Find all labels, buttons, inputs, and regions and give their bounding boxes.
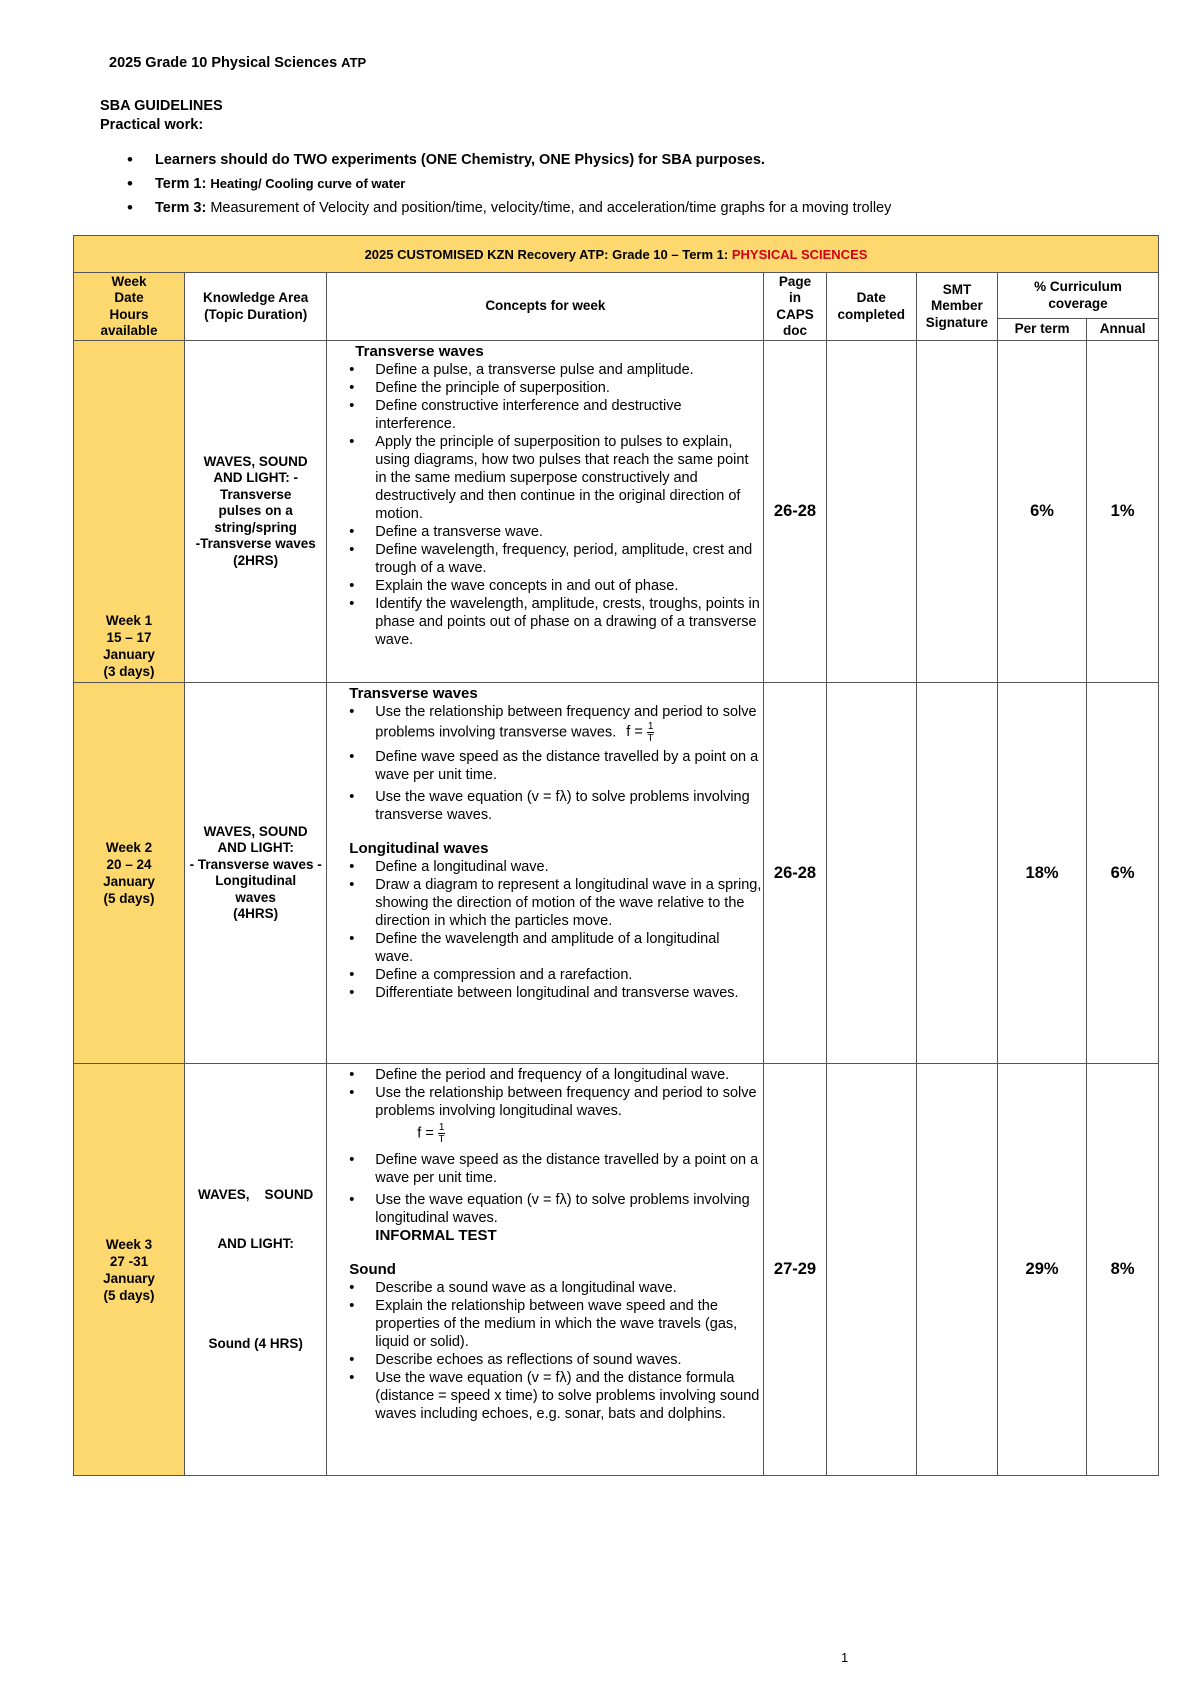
header-week-line: Hours (109, 306, 149, 322)
header-per-term: Per term (997, 319, 1086, 341)
concepts-cell (327, 1064, 764, 1476)
sba-heading: SBA GUIDELINES (100, 98, 223, 114)
week-line: January (103, 647, 155, 662)
concept-item: • Define wave speed as the distance travelled by a point on a wave per unit time. (349, 1151, 761, 1187)
page-ref: 27-29 (764, 1064, 826, 1476)
concept-item: • Describe echoes as reflections of sound waves. (349, 1351, 761, 1369)
per-term-value: 29% (997, 1064, 1086, 1476)
concept-item-text: • Use the wave equation (v = fλ) to solve problems involving longitudinal waves. (375, 1192, 750, 1226)
concept-item: • Differentiate between longitudinal and transverse waves. (349, 984, 761, 1002)
table-row (74, 683, 1159, 1064)
ka-line: (2HRS) (233, 552, 279, 568)
sba-bullet-text: Heating/ Cooling curve of water (210, 176, 406, 191)
table-caption (74, 236, 1159, 273)
ka-line: AND LIGHT: (217, 1236, 294, 1252)
header-week-line: Week (111, 273, 147, 289)
concept-list (349, 858, 761, 1002)
week-cell (74, 1064, 185, 1476)
formula-denominator: T (438, 1134, 445, 1145)
week-line: 20 – 24 (106, 857, 152, 872)
concepts-cell (327, 683, 764, 1064)
annual-value: 8% (1087, 1064, 1159, 1476)
header-ka-line: Knowledge Area (203, 290, 309, 305)
formula-fraction (647, 721, 655, 744)
week-line: Week 3 (105, 1236, 153, 1252)
concept-item: • Explain the wave concepts in and out of phase. (349, 577, 761, 595)
header-date-line: Date (856, 290, 886, 305)
concept-item: • Define wave speed as the distance travelled by a point on a wave per unit time. (349, 748, 761, 784)
formula-lhs: f = (417, 1125, 434, 1142)
concept-list (349, 1279, 761, 1423)
smt-signature-cell (916, 341, 997, 683)
date-completed-cell (826, 341, 916, 683)
header-knowledge-area (185, 273, 327, 341)
concept-item: • Use the wave equation (v = fλ) and the distance formula (distance = speed x time) to solve problems involving sound waves including echoes, e.g. sonar, bats and dolphins. (349, 1369, 761, 1423)
concept-item: • Define a longitudinal wave. (349, 858, 761, 876)
sba-bullet (127, 172, 891, 196)
ka-line: (4HRS) (233, 906, 279, 921)
document-title-text: 2025 Grade 10 Physical Sciences (109, 55, 338, 71)
header-ka-line: (Topic Duration) (204, 306, 308, 322)
concept-item-text: Use the relationship between frequency and period to solve problems involving transverse waves. (375, 704, 757, 741)
per-term-value: 6% (997, 341, 1086, 683)
table-caption-main: 2025 CUSTOMISED KZN Recovery ATP: Grade 10 – Term 1: (364, 246, 729, 262)
sba-bullet-text: Learners should do TWO experiments (ONE Chemistry, ONE Physics) for SBA purposes. (155, 152, 765, 168)
per-term-value: 18% (997, 683, 1086, 1064)
week-line: January (103, 874, 155, 889)
header-page-line: doc (782, 323, 807, 338)
document-title (109, 55, 366, 71)
header-smt-signature (916, 273, 997, 341)
header-week-line: available (100, 323, 158, 338)
smt-signature-cell (916, 1064, 997, 1476)
knowledge-area-cell (185, 1064, 327, 1476)
sba-bullet-label: Term 3: (155, 200, 207, 216)
header-week (74, 273, 185, 341)
concept-item: • Define a compression and a rarefaction. (349, 966, 761, 984)
header-concepts: Concepts for week (327, 273, 764, 341)
concept-item: • Define wavelength, frequency, period, amplitude, crest and trough of a wave. (349, 541, 761, 577)
concept-item: • Define a transverse wave. (349, 523, 761, 541)
concept-item: • Define the period and frequency of a longitudinal wave. (349, 1066, 761, 1084)
ka-line: Sound (4 HRS) (208, 1335, 303, 1351)
week-line: (3 days) (103, 664, 155, 679)
concept-list (349, 361, 761, 649)
table-row (74, 1064, 1159, 1476)
ka-line: WAVES, SOUND (198, 1186, 314, 1202)
knowledge-area-cell (185, 341, 327, 683)
concept-list (349, 703, 761, 824)
week-line: 15 – 17 (106, 630, 152, 645)
sba-bullet (127, 196, 891, 220)
formula-numerator: 1 (647, 721, 654, 732)
section-title: Sound (349, 1261, 396, 1278)
sba-bullet-label: Term 1: (155, 176, 207, 192)
concepts-cell (327, 341, 764, 683)
week-line: Week 2 (105, 840, 153, 855)
concept-item: • Define the principle of superposition. (349, 379, 761, 397)
sba-bullet-text: Measurement of Velocity and position/time, velocity/time, and acceleration/time graphs for a moving trolley (210, 200, 892, 216)
frequency-formula (626, 721, 654, 744)
header-smt-line: SMT (942, 281, 972, 297)
sba-subheading: Practical work: (100, 117, 204, 133)
section-title: Longitudinal waves (349, 840, 489, 857)
header-annual: Annual (1087, 319, 1159, 341)
formula-fraction (438, 1122, 446, 1145)
concept-list (349, 1066, 761, 1245)
week-line: January (103, 1270, 155, 1286)
informal-test-label: INFORMAL TEST (375, 1227, 497, 1244)
ka-line: WAVES, SOUND (203, 453, 308, 469)
header-page-line: in (789, 290, 801, 305)
page-ref: 26-28 (764, 341, 826, 683)
concept-item-text: • Use the relationship between frequency and period to solve problems involving longitudinal waves. (375, 1085, 757, 1119)
week-line: 27 -31 (109, 1253, 149, 1269)
sba-bullet-list (127, 148, 891, 220)
ka-line: waves (235, 889, 276, 905)
header-smt-line: Signature (925, 314, 989, 330)
formula-numerator: 1 (438, 1122, 445, 1133)
section-title: Transverse waves (349, 685, 478, 702)
concept-item: • Define constructive interference and destructive interference. (349, 397, 761, 433)
annual-value: 6% (1087, 683, 1159, 1064)
ka-line: - Transverse waves - (189, 856, 322, 872)
concept-item: • Draw a diagram to represent a longitudinal wave in a spring, showing the direction of motion of the wave relative to the direction in which the particles move. (349, 876, 761, 930)
header-smt-line: Member (931, 298, 983, 314)
atp-table (73, 235, 1159, 1476)
ka-line: AND LIGHT: (217, 840, 294, 855)
date-completed-cell (826, 1064, 916, 1476)
header-coverage-line: coverage (1048, 295, 1108, 311)
week-cell (74, 683, 185, 1064)
sba-bullet (127, 148, 891, 172)
knowledge-area-cell (185, 683, 327, 1064)
week-line: (5 days) (103, 891, 155, 906)
smt-signature-cell (916, 683, 997, 1064)
annual-value: 1% (1087, 341, 1159, 683)
ka-line: WAVES, SOUND (203, 823, 308, 839)
concept-item: • Apply the principle of superposition to pulses to explain, using diagrams, how two pulses that reach the same point in the same medium superpose constructively and destructively and then continue in the original direction of motion. (349, 433, 761, 523)
formula-denominator: T (647, 733, 654, 744)
concept-item: • Define the wavelength and amplitude of a longitudinal wave. (349, 930, 761, 966)
ka-line: AND LIGHT: - (213, 470, 299, 486)
concept-item: • Define a pulse, a transverse pulse and amplitude. (349, 361, 761, 379)
week-line: Week 1 (105, 613, 153, 628)
concept-item: • Use the wave equation (v = fλ) to solve problems involving transverse waves. (349, 788, 761, 824)
header-coverage-line: % Curriculum (1034, 279, 1122, 294)
frequency-formula (375, 1122, 761, 1145)
header-date-completed (826, 273, 916, 341)
page-number: 1 (841, 1650, 849, 1665)
week-cell (74, 341, 185, 683)
ka-line: Longitudinal (215, 873, 297, 888)
ka-line: -Transverse waves (195, 536, 316, 552)
header-page-line: CAPS (776, 306, 814, 322)
header-week-line: Date (114, 290, 144, 305)
section-title: Transverse waves (355, 343, 484, 360)
document-title-suffix: ATP (341, 55, 367, 70)
concept-item (349, 1191, 761, 1245)
ka-line: string/spring (214, 519, 297, 535)
formula-lhs: f = (626, 724, 643, 741)
sba-guidelines (100, 97, 223, 135)
header-date-line: completed (837, 306, 906, 322)
concept-item (349, 1084, 761, 1145)
concept-item (349, 703, 761, 744)
week-line: (5 days) (103, 1287, 155, 1303)
date-completed-cell (826, 683, 916, 1064)
concept-item: • Identify the wavelength, amplitude, crests, troughs, points in phase and points out of phase on a drawing of a transverse wave. (349, 595, 761, 649)
concept-item: • Explain the relationship between wave speed and the properties of the medium in which the wave travels (gas, liquid or solid). (349, 1297, 761, 1351)
table-caption-subject: PHYSICAL SCIENCES (731, 246, 868, 262)
ka-line: pulses on a (218, 503, 293, 519)
ka-line: Transverse (220, 486, 292, 502)
header-page (764, 273, 826, 341)
table-row (74, 341, 1159, 683)
concept-item: • Describe a sound wave as a longitudinal wave. (349, 1279, 761, 1297)
ka-line (185, 1286, 326, 1303)
header-page-line: Page (778, 273, 812, 289)
header-curriculum-coverage (997, 273, 1158, 319)
page-ref: 26-28 (764, 683, 826, 1064)
